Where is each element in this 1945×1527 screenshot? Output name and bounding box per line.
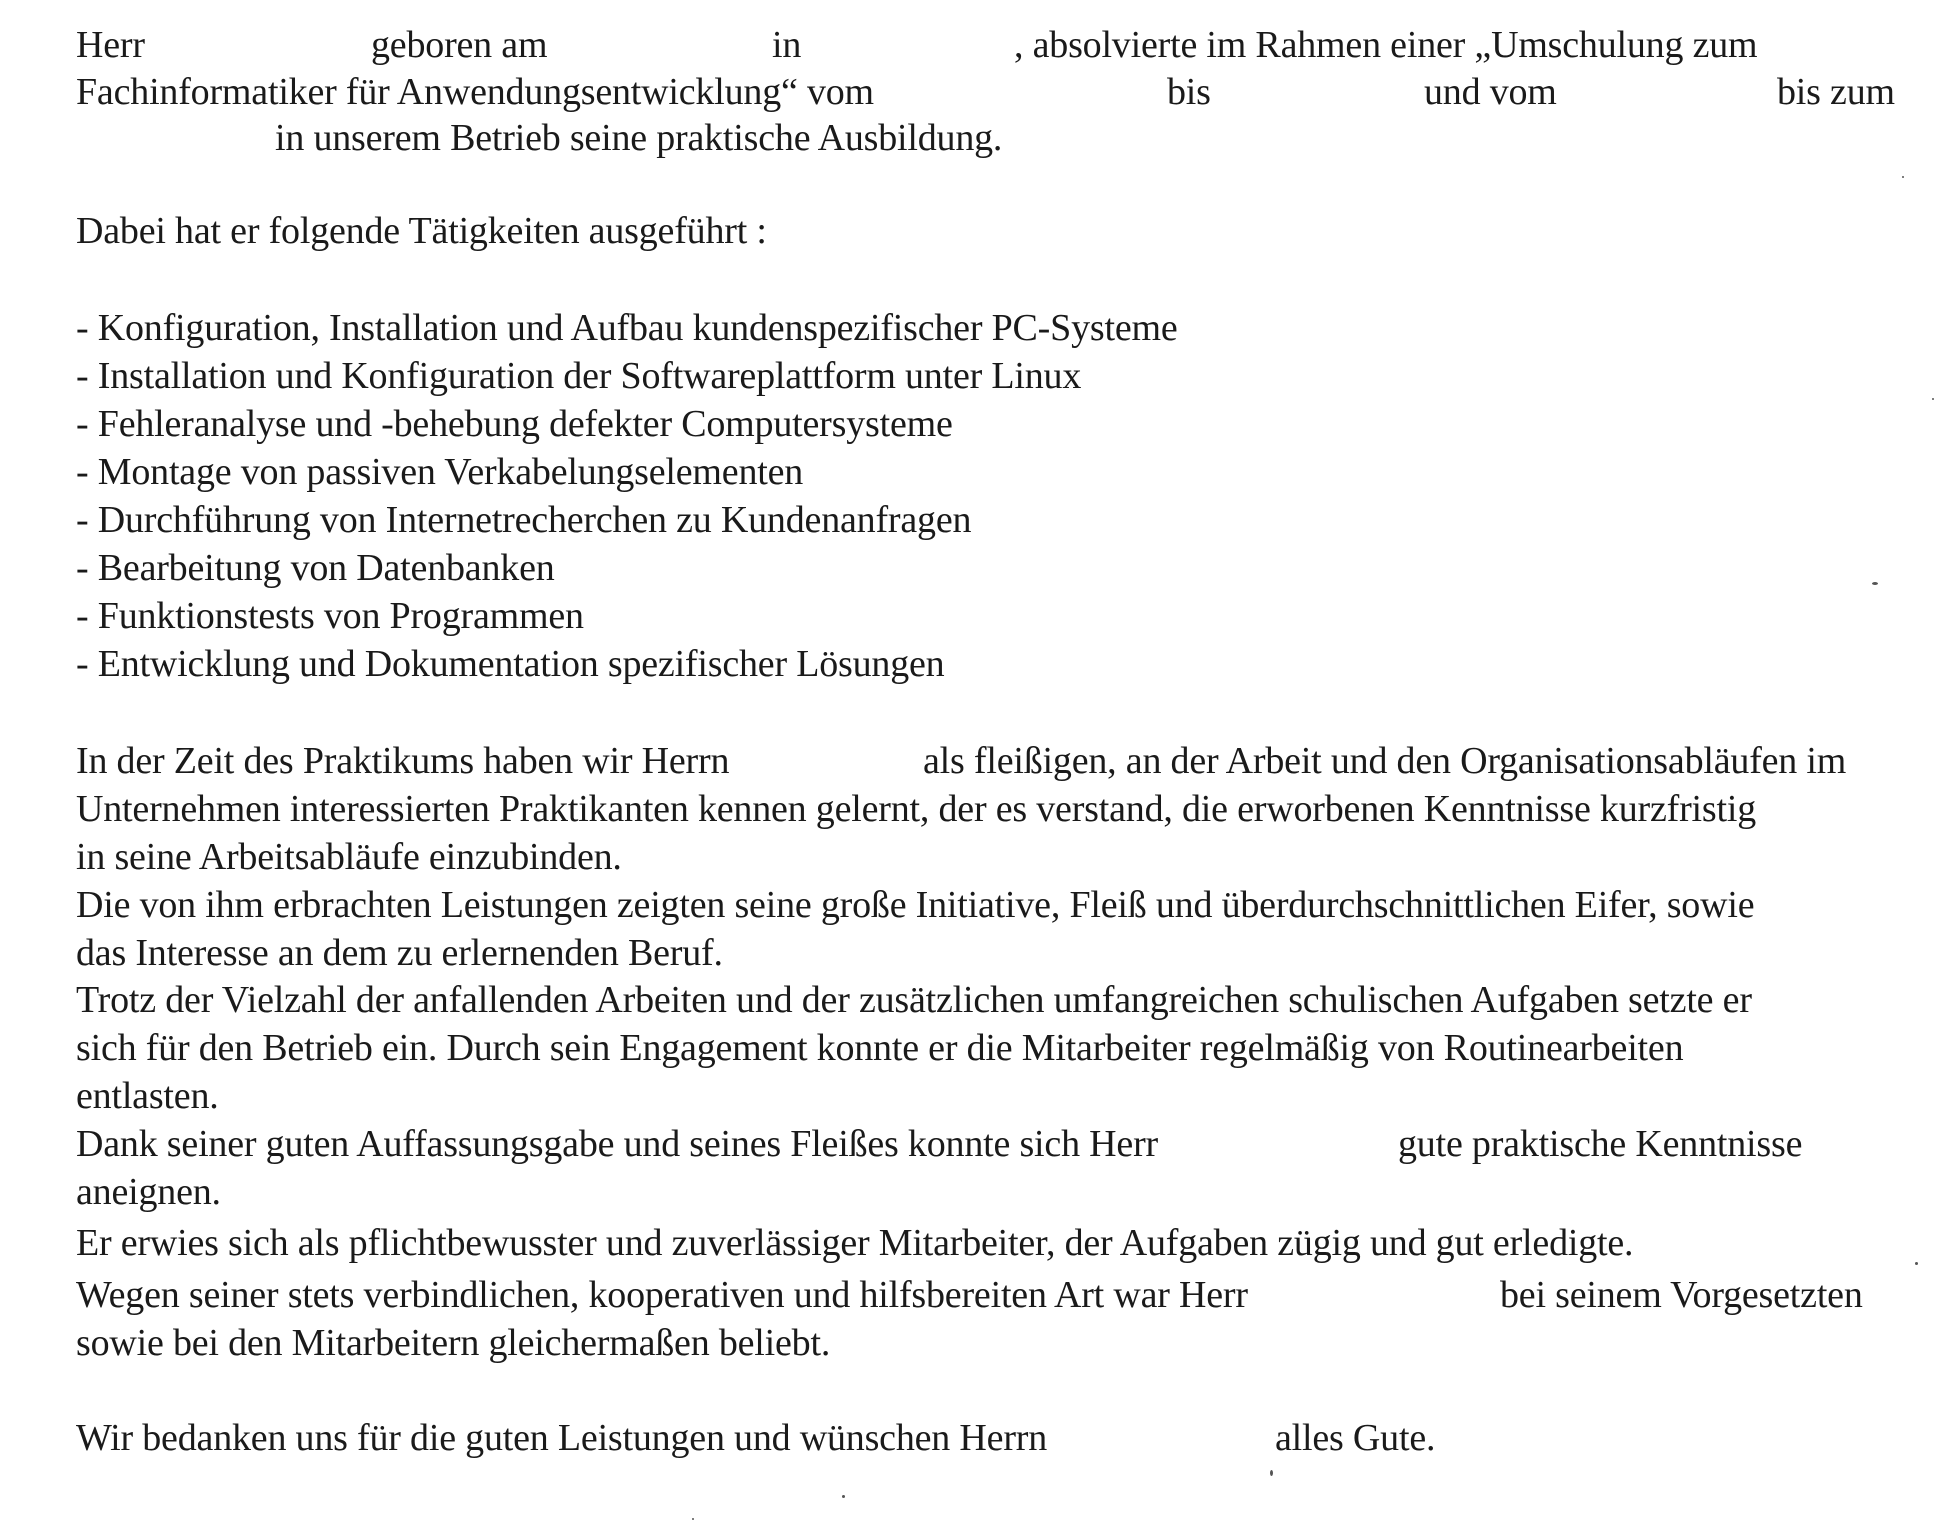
intro-und-vom: und vom bbox=[1424, 71, 1557, 113]
p5: Er erwies sich als pflichtbewusster und zuverlässiger Mitarbeiter, der Aufgaben zügig und gut erledigte. bbox=[76, 1222, 1634, 1264]
p1-part-a: In der Zeit des Praktikums haben wir Herrn bbox=[76, 740, 730, 782]
p2-line1: Die von ihm erbrachten Leistungen zeigten seine große Initiative, Fleiß und überdurchschnittlichen Eifer, sowie bbox=[76, 884, 1755, 926]
p1-line2: Unternehmen interessierten Praktikanten kennen gelernt, der es verstand, die erworbenen Kenntnisse kurzfristig bbox=[76, 788, 1757, 830]
p2-line2: das Interesse an dem zu erlernenden Beruf. bbox=[76, 932, 723, 974]
list-item: - Bearbeitung von Datenbanken bbox=[76, 547, 555, 589]
intro-in: in bbox=[772, 24, 802, 66]
taetigkeiten-heading: Dabei hat er folgende Tätigkeiten ausgeführt : bbox=[76, 210, 767, 252]
intro-fachinformatiker: Fachinformatiker für Anwendungsentwicklung“ vom bbox=[76, 71, 874, 113]
p4-part-a: Dank seiner guten Auffassungsgabe und seines Fleißes konnte sich Herr bbox=[76, 1123, 1158, 1165]
p6-part-a: Wegen seiner stets verbindlichen, kooperativen und hilfsbereiten Art war Herr bbox=[76, 1274, 1248, 1316]
scan-speck bbox=[1270, 1470, 1273, 1476]
scan-speck bbox=[692, 1518, 694, 1520]
scan-speck bbox=[1932, 398, 1934, 400]
p3-line3: entlasten. bbox=[76, 1075, 219, 1117]
scan-speck bbox=[1902, 176, 1904, 178]
intro-herr: Herr bbox=[76, 24, 145, 66]
p3-line2: sich für den Betrieb ein. Durch sein Engagement konnte er die Mitarbeiter regelmäßig von Routinearbeiten bbox=[76, 1027, 1684, 1069]
scan-speck bbox=[1872, 582, 1878, 585]
p6-line2: sowie bei den Mitarbeitern gleichermaßen beliebt. bbox=[76, 1322, 831, 1364]
p4-part-b: gute praktische Kenntnisse bbox=[1398, 1123, 1803, 1165]
list-item: - Durchführung von Internetrecherchen zu Kundenanfragen bbox=[76, 499, 972, 541]
list-item: - Fehleranalyse und -behebung defekter Computersysteme bbox=[76, 403, 953, 445]
scan-speck bbox=[842, 1495, 845, 1498]
intro-geboren-am: geboren am bbox=[371, 24, 548, 66]
p6-part-b: bei seinem Vorgesetzten bbox=[1500, 1274, 1863, 1316]
list-item: - Installation und Konfiguration der Softwareplattform unter Linux bbox=[76, 355, 1082, 397]
intro-bis: bis bbox=[1167, 71, 1211, 113]
list-item: - Konfiguration, Installation und Aufbau kundenspezifischer PC-Systeme bbox=[76, 307, 1178, 349]
intro-absolvierte: , absolvierte im Rahmen einer „Umschulung zum bbox=[1014, 24, 1758, 66]
list-item: - Entwicklung und Dokumentation spezifischer Lösungen bbox=[76, 643, 945, 685]
list-item: - Funktionstests von Programmen bbox=[76, 595, 584, 637]
p1-part-b: als fleißigen, an der Arbeit und den Organisationsabläufen im bbox=[923, 740, 1847, 782]
list-item: - Montage von passiven Verkabelungselementen bbox=[76, 451, 804, 493]
p4-line2: aneignen. bbox=[76, 1171, 221, 1213]
intro-line3: in unserem Betrieb seine praktische Ausbildung. bbox=[275, 117, 1003, 159]
p3-line1: Trotz der Vielzahl der anfallenden Arbeiten und der zusätzlichen umfangreichen schulischen Aufgaben setzte er bbox=[76, 979, 1752, 1021]
closing-part-a: Wir bedanken uns für die guten Leistungen und wünschen Herrn bbox=[76, 1417, 1048, 1459]
scan-speck bbox=[1915, 1262, 1918, 1265]
closing-part-b: alles Gute. bbox=[1275, 1417, 1436, 1459]
intro-bis-zum: bis zum bbox=[1777, 71, 1895, 113]
p1-line3: in seine Arbeitsabläufe einzubinden. bbox=[76, 836, 622, 878]
